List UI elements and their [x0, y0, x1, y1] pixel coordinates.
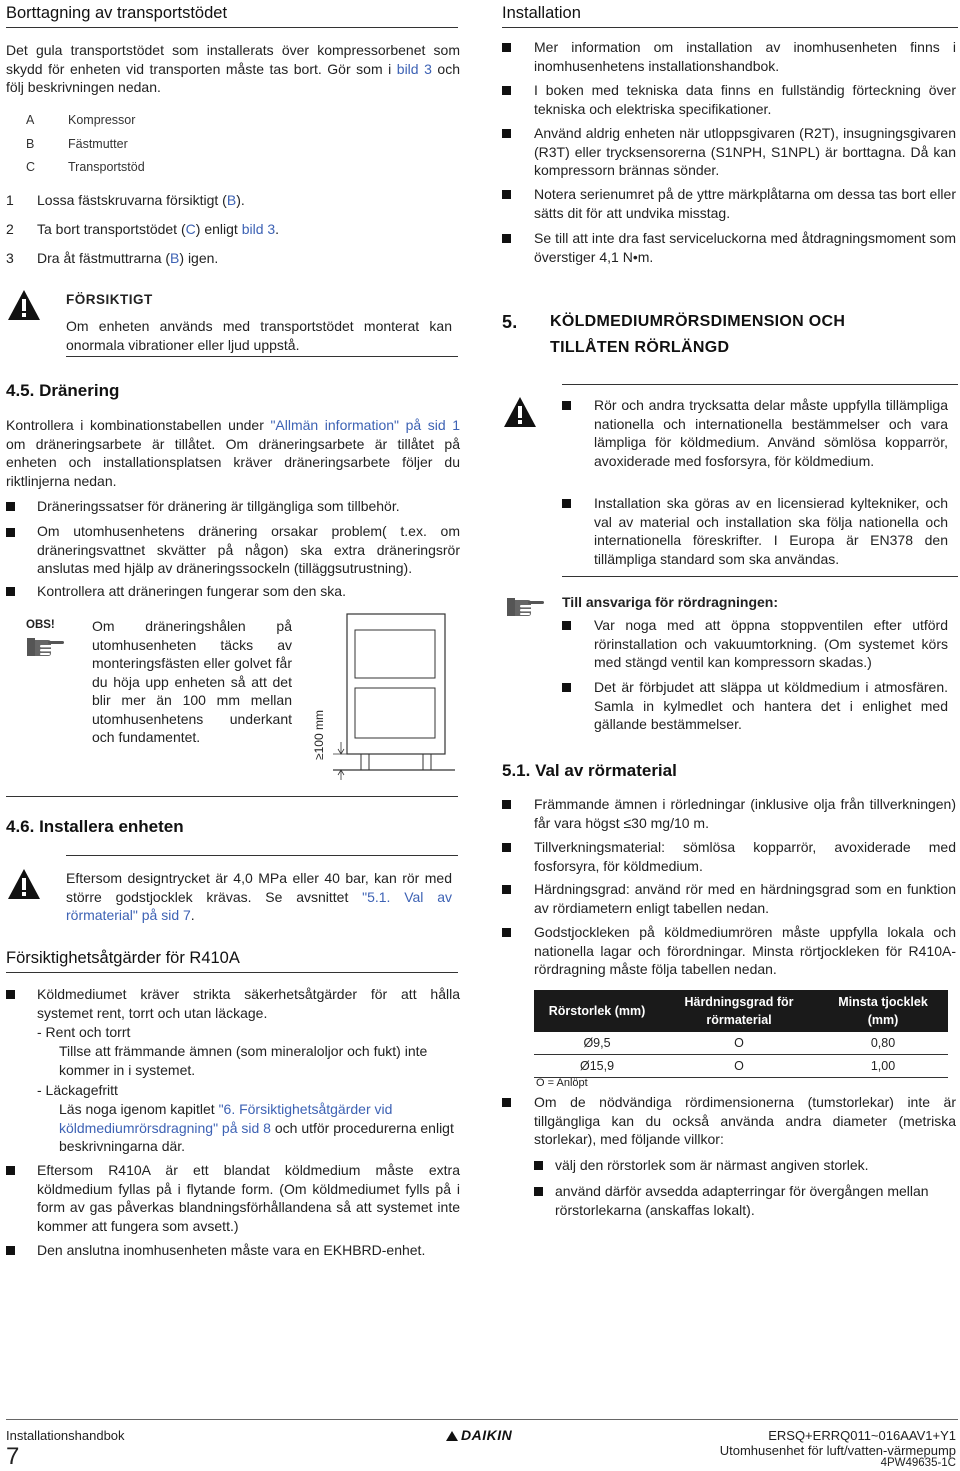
bullet-icon — [502, 928, 511, 937]
bullet-icon — [6, 1166, 15, 1175]
footer-code: 4PW49635-1C — [880, 1457, 956, 1469]
pipe-spec-table — [534, 990, 948, 1078]
table-cell: 1,00 — [818, 1055, 948, 1078]
bullet-icon — [502, 800, 511, 809]
table-header: Minsta tjocklek (mm) — [818, 990, 948, 1032]
step-3: Dra åt fästmuttrarna (B) igen. — [37, 250, 219, 266]
material-bullet: Om de nödvändiga rördimensionerna (tumstorlekar) inte är tillgängliga kan du också använda andra diameter (metriska storlekar), med följande villkor: — [534, 1094, 956, 1147]
bullet-icon — [6, 587, 15, 596]
ref-link[interactable]: "6. Försiktighetsåtgärder vid köldmediumrörsdragning" på sid 8 — [59, 1101, 393, 1136]
bullet-icon — [562, 683, 571, 692]
installation-bullet: I boken med tekniska data finns en fullständig förteckning över tekniska och elektriska specifikationer. — [534, 82, 956, 117]
dimension-label: ≥100 mm — [312, 710, 326, 760]
table-header: Härdningsgrad för rörmaterial — [660, 990, 818, 1032]
chapter-number: 5. — [502, 312, 518, 332]
responsible-title: Till ansvariga för rördragningen: — [562, 594, 779, 610]
bullet-icon — [6, 1246, 15, 1255]
bullet-icon — [502, 885, 511, 894]
section-title-transport-removal: Borttagning av transportstödet — [6, 4, 228, 22]
section-divider — [6, 796, 458, 797]
table-header: Rörstorlek (mm) — [534, 990, 660, 1032]
drainage-bullet: Dräneringssatser för dränering är tillgängliga som tillbehör. — [37, 498, 400, 514]
bullet-icon — [6, 528, 15, 537]
section-title-r410a: Försiktighetsåtgärder för R410A — [6, 949, 240, 967]
bullet-icon — [534, 1187, 543, 1196]
footer-unit: Utomhusenhet för luft/vatten-värmepump — [719, 1443, 956, 1458]
intro-text: Det gula transportstödet som installerats över kompressorbenet som skydd för enheten vid transporten måste tas bort. Gör som i — [6, 42, 460, 77]
caution-divider — [66, 356, 458, 357]
bullet-icon — [534, 1161, 543, 1170]
figure-link[interactable]: bild 3 — [396, 60, 432, 77]
table-header-row — [534, 990, 948, 1032]
bullet-icon — [562, 499, 571, 508]
pressure-warning: Eftersom designtrycket är 4,0 MPa eller 40 bar, kan rör med större godstjocklek krävas. Se avsnittet "5.1. Val av rörmaterial" på sid 7. — [66, 870, 452, 923]
pointing-hand-icon — [26, 634, 66, 665]
ref-link[interactable]: "5.1. Val av rörmaterial" på sid 7 — [66, 888, 452, 923]
legend-key: A — [26, 113, 35, 127]
legend-text: Transportstöd — [68, 160, 145, 174]
section-title-pipe-material: 5.1. Val av rörmaterial — [502, 761, 677, 780]
responsible-bullet: Var noga med att öppna stoppventilen efter utförd rörinstallation och vakuumtorkning. (Om systemet körs med stängd ventil kan kompressorn skadas.) — [594, 617, 948, 670]
bullet-icon — [502, 129, 511, 138]
material-bullet: Godstjockleken på köldmediumrören måste uppfylla lokala och nationella lagar och förordningar. Minsta rörtjockleken för R410A-rördragning måste följa tabellen nedan. — [534, 924, 956, 977]
material-bullet: Främmande ämnen i rörledningar (inklusive olja från tillverkningen) får vara högst ≤30 mg/10 m. — [534, 796, 956, 831]
bullet-icon — [502, 234, 511, 243]
warning-triangle-icon — [6, 288, 42, 322]
drainage-intro: Kontrollera i kombinationstabellen under "Allmän information" på sid 1 om dräneringsarbete är tillåtet. Om dräneringsarbete är tillåtet på enheten och installationsplatsen kräver dräneringsarbete följer du riktlinjerna nedan. — [6, 417, 460, 489]
bullet-icon — [6, 990, 15, 999]
dash-item-text: Tillse att främmande ämnen (som mineraloljor och fukt) inte kommer in i systemet. — [59, 1043, 428, 1078]
footer-doc-title: Installationshandbok — [6, 1428, 125, 1443]
table-cell: 0,80 — [818, 1032, 948, 1055]
pointing-hand-icon — [506, 594, 546, 625]
ref-link[interactable]: C — [185, 221, 196, 237]
legend-key: C — [26, 160, 36, 174]
step-number: 3 — [6, 250, 14, 266]
caution-title: FÖRSIKTIGT — [66, 292, 153, 307]
ref-link[interactable]: B — [170, 250, 180, 266]
bullet-icon — [502, 190, 511, 199]
bullet-icon — [502, 1098, 511, 1107]
section-title-install-unit: 4.6. Installera enheten — [6, 817, 184, 836]
section-title-drainage: 4.5. Dränering — [6, 381, 120, 400]
material-bullet: Härdningsgrad: använd rör med en härdningsgrad som en funktion av rördiametern enligt tabellen nedan. — [534, 881, 956, 916]
obs-label: OBS! — [26, 619, 55, 631]
installation-bullet: Se till att inte dra fast serviceluckorna med åtdragningsmoment som överstiger 4,1 N•m. — [534, 230, 956, 265]
chapter-title-line1: KÖLDMEDIUMRÖRSDIMENSION OCH — [550, 313, 846, 330]
section-title-installation: Installation — [502, 4, 581, 22]
drainage-bullet: Kontrollera att dräneringen fungerar som den ska. — [37, 583, 346, 599]
caution-text: Om enheten används med transportstödet monterat kan onormala vibrationer eller ljud uppstå. — [66, 318, 452, 353]
sub-bullet: använd därför avsedda adapterringar för övergången mellan rörstorlekarna (anskaffas lokalt). — [555, 1183, 929, 1218]
warning-divider — [66, 855, 458, 856]
legend-key: B — [26, 137, 35, 151]
bullet-icon — [6, 502, 15, 511]
footer-model: ERSQ+ERRQ011~016AAV1+Y1 — [768, 1428, 956, 1443]
brand-name: DAIKIN — [461, 1427, 513, 1443]
table-cell: O — [660, 1032, 818, 1055]
bullet-icon — [502, 843, 511, 852]
table-cell: Ø15,9 — [534, 1055, 660, 1078]
footer-divider — [6, 1419, 958, 1420]
ref-link[interactable]: "Allmän information" på sid 1 — [270, 417, 460, 433]
warning-triangle-icon — [6, 867, 42, 901]
step-number: 1 — [6, 192, 14, 208]
bullet-icon — [562, 621, 571, 630]
bullet-icon — [502, 86, 511, 95]
r410a-bullet: Den anslutna inomhusenheten måste vara en EKHBRD-enhet. — [37, 1242, 426, 1258]
table-cell: O — [660, 1055, 818, 1078]
warning-triangle-icon — [502, 395, 538, 429]
drainage-bullet: Om utomhusenhetens dränering orsakar problem( t.ex. om dräneringsvattnet skvätter på någon) ska extra dräneringsrör anslutas med hjälp av dräneringssockeln (tilläggsutrustning). — [37, 523, 460, 576]
dash-item-text: Läs noga igenom kapitlet "6. Försiktighetsåtgärder vid köldmediumrörsdragning" på sid 8 och utför procedurerna enligt beskrivningarna där. — [59, 1101, 454, 1154]
brand-logo-mark — [446, 1431, 458, 1441]
table-note: O = Anlöpt — [536, 1077, 588, 1089]
warning-divider — [562, 384, 958, 385]
installation-bullet: Mer information om installation av inomhusenheten finns i inomhusenhetens installationshandbok. — [534, 39, 956, 74]
table-cell: Ø9,5 — [534, 1032, 660, 1055]
installation-bullet: Använd aldrig enheten när utloppsgivaren (R2T), insugningsgivaren (R3T) eller trycksensorerna (S1NPH, S1NPL) är borttagna. Då kan kompressorn brännas sönder. — [534, 125, 956, 178]
outdoor-unit-illustration — [305, 612, 465, 792]
bullet-icon — [562, 401, 571, 410]
warning-bullet: Installation ska göras av en licensierad kyltekniker, och val av material och installation ska följa nationella och internationella föreskrifter. I Europa är EN378 den tillämpliga standard som ska användas. — [594, 495, 948, 567]
warning-bullet: Rör och andra trycksatta delar måste uppfylla tillämpliga nationella och internationella bestämmelser och vara lämpliga för köldmedium. Använd sömlösa kopparrör, avoxiderade med fosforsyra, för köldmedium. — [594, 397, 948, 469]
r410a-bullet: Eftersom R410A är ett blandat köldmedium måste extra köldmedium fyllas på i flytande form. (Om köldmediumet fylls på i form av gas påverkas blandningsförhållandena så att systemet inte kommer att fungera som avsett.) — [37, 1162, 460, 1234]
transport-intro — [6, 41, 460, 97]
obs-text: Om dräneringshålen på utomhusenheten täcks av monteringsfästen eller golvet får du höja upp enheten så att det blir mer än 100 mm mellan utomhusenhetens underkant och fundamentet. — [92, 618, 292, 745]
step-number: 2 — [6, 221, 14, 237]
section-divider — [6, 27, 458, 28]
section-divider — [6, 972, 458, 973]
responsible-bullet: Det är förbjudet att släppa ut köldmedium i atmosfären. Samla in kylmedlet och hantera det i enlighet med gällande bestämmelser. — [594, 679, 948, 732]
step-2: Ta bort transportstödet (C) enligt bild 3. — [37, 221, 280, 237]
table-row — [534, 1032, 948, 1055]
chapter-title-line2: TILLÅTEN RÖRLÄNGD — [550, 339, 730, 356]
warning-divider — [562, 576, 958, 577]
legend-text: Fästmutter — [68, 137, 128, 151]
sub-bullet: välj den rörstorlek som är närmast angiven storlek. — [555, 1157, 869, 1173]
page-number: 7 — [6, 1443, 20, 1470]
figure-link[interactable]: bild 3 — [241, 221, 276, 237]
dash-item-label: - Rent och torrt — [37, 1024, 131, 1040]
r410a-bullet: Köldmediumet kräver strikta säkerhetsåtgärder för att hålla systemet rent, torrt och utan läckage. — [37, 986, 460, 1021]
bullet-icon — [502, 43, 511, 52]
ref-link[interactable]: B — [226, 192, 237, 208]
brand-logo — [446, 1426, 512, 1445]
dash-item-label: - Läckagefritt — [37, 1082, 118, 1098]
section-divider — [502, 27, 958, 28]
intro-text-end: och följ beskrivningen nedan. — [6, 60, 460, 95]
legend-text: Kompressor — [68, 113, 136, 127]
table-row — [534, 1055, 948, 1078]
material-bullet: Tillverkningsmaterial: sömlösa kopparrör, avoxiderade med fosforsyra, för köldmedium. — [534, 839, 956, 874]
installation-bullet: Notera serienumret på de yttre märkplåtarna om dessa tas bort eller sätts dit för att undvika misstag. — [534, 186, 956, 221]
step-1: Lossa fästskruvarna försiktigt (B). — [37, 192, 245, 208]
